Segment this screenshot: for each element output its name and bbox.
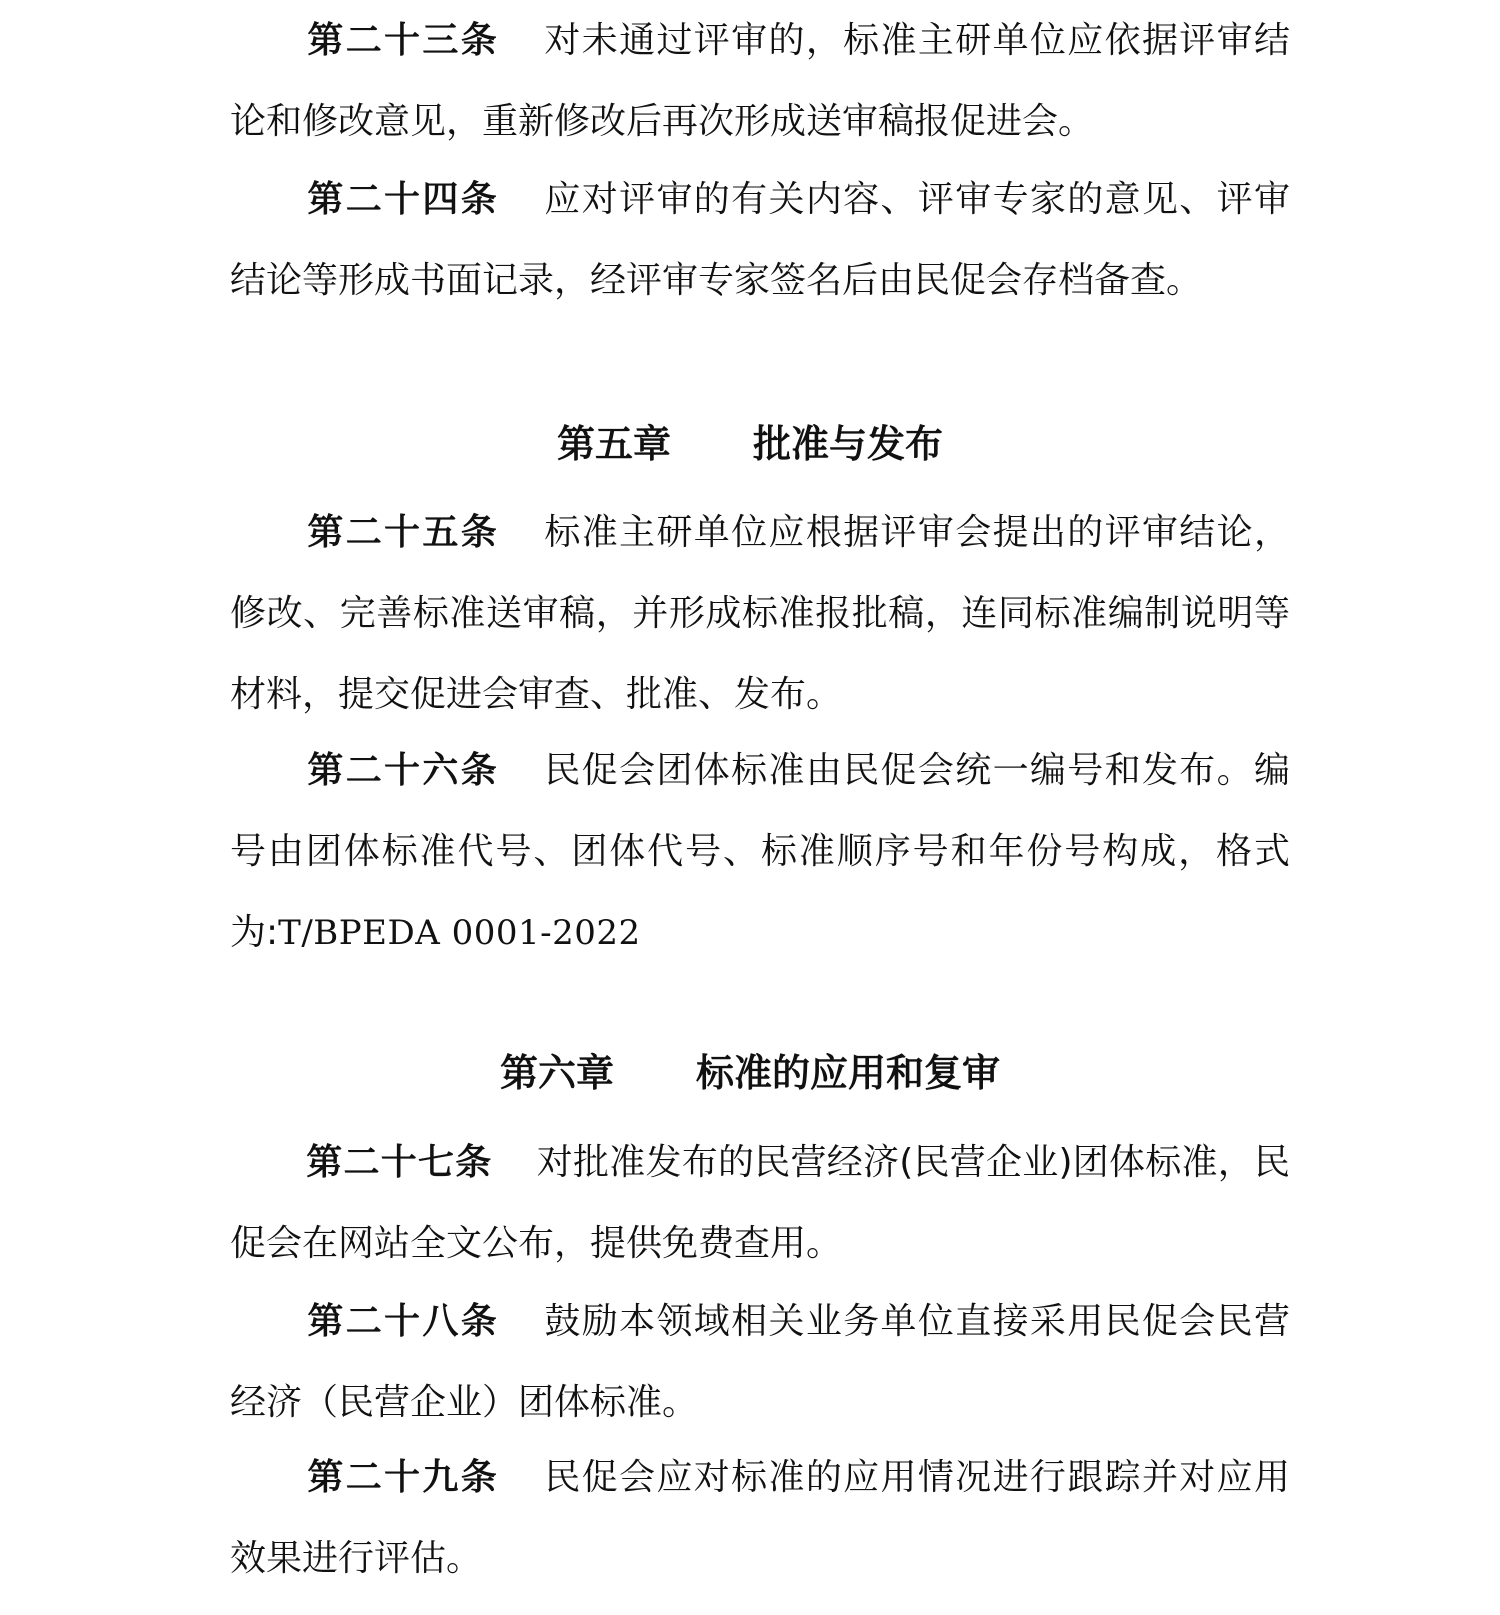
chapter-label: 第五章 xyxy=(556,422,671,466)
chapter-label: 第六章 xyxy=(499,1051,614,1095)
article-24 xyxy=(230,159,1290,321)
chapter-title: 批准与发布 xyxy=(753,422,944,466)
article-text: 对批准发布的民营经济(民营企业)团体标准，民促会在网站全文公布，提供免费查用。 xyxy=(230,1142,1290,1264)
article-number: 第二十五条 xyxy=(306,512,500,553)
article-text: 鼓励本领域相关业务单位直接采用民促会民营经济（民营企业）团体标准。 xyxy=(230,1301,1290,1423)
standard-code-format: T/BPEDA 0001-2022 xyxy=(278,913,641,953)
article-number: 第二十八条 xyxy=(306,1301,500,1342)
article-25 xyxy=(230,492,1290,735)
article-23 xyxy=(230,0,1290,162)
article-text: 应对评审的有关内容、评审专家的意见、评审结论等形成书面记录，经评审专家签名后由民促会存档备查。 xyxy=(230,179,1290,301)
article-27 xyxy=(230,1122,1290,1284)
article-text: 标准主研单位应根据评审会提出的评审结论，修改、完善标准送审稿，并形成标准报批稿，连同标准编制说明等材料，提交促进会审查、批准、发布。 xyxy=(230,512,1290,715)
article-text: 对未通过评审的，标准主研单位应依据评审结论和修改意见，重新修改后再次形成送审稿报促进会。 xyxy=(230,20,1290,142)
chapter-5-heading xyxy=(0,414,1500,474)
article-text: 民促会团体标准由民促会统一编号和发布。编号由团体标准代号、团体代号、标准顺序号和年份号构成，格式为: xyxy=(230,750,1290,953)
article-number: 第二十四条 xyxy=(306,179,500,220)
article-29 xyxy=(230,1437,1290,1599)
article-text: 民促会应对标准的应用情况进行跟踪并对应用效果进行评估。 xyxy=(230,1457,1290,1579)
article-number: 第二十九条 xyxy=(306,1457,500,1498)
chapter-title: 标准的应用和复审 xyxy=(696,1051,1001,1095)
article-number: 第二十六条 xyxy=(306,750,500,791)
article-number: 第二十三条 xyxy=(306,20,500,61)
chapter-6-heading xyxy=(0,1043,1500,1103)
article-26 xyxy=(230,730,1290,974)
article-number: 第二十七条 xyxy=(306,1142,493,1183)
article-28 xyxy=(230,1281,1290,1443)
